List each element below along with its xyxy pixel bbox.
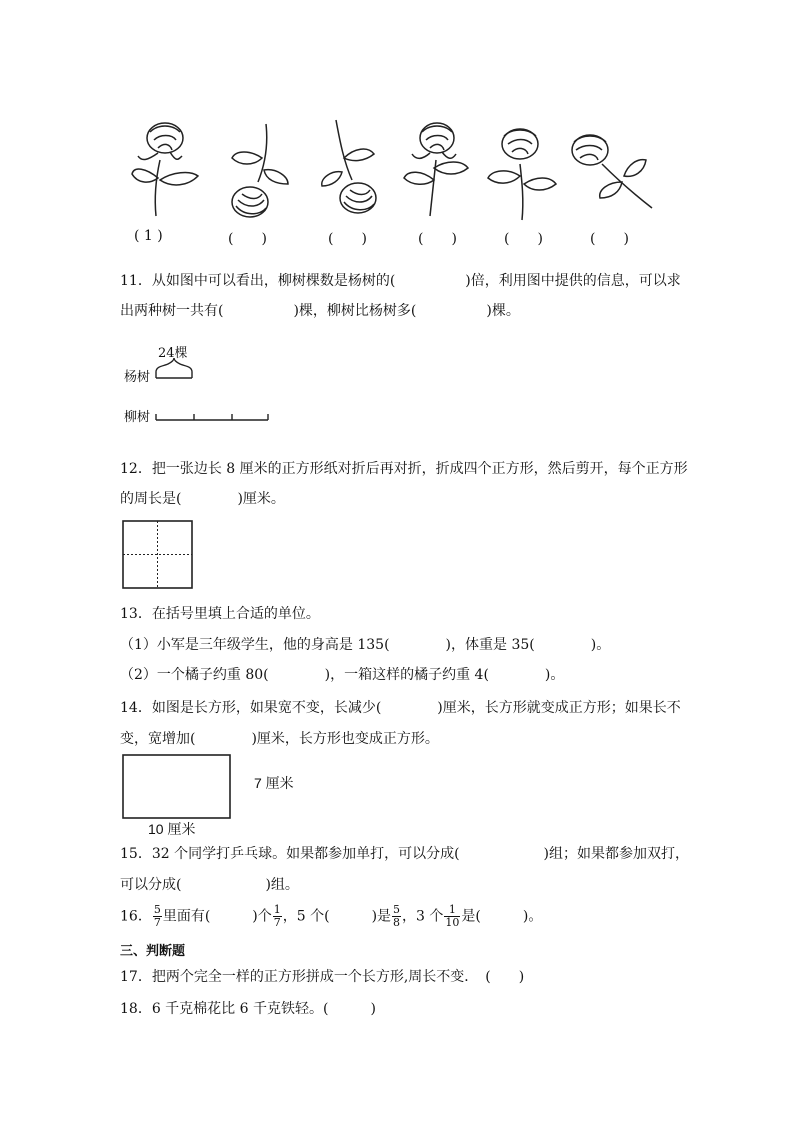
rose-4-icon <box>400 118 480 218</box>
q11-yang-label: 杨树 <box>124 370 151 385</box>
q16-text-2: ，5 个( )是 <box>282 908 392 925</box>
q16-fraction-2: $\frac{1}{7}$ <box>273 903 281 929</box>
q12-line2: 的周长是( )厘米。 <box>120 491 285 507</box>
rose-3-icon <box>312 118 392 218</box>
q16-line <box>120 904 542 929</box>
q11-liu-label: 柳树 <box>124 410 151 425</box>
q11-line2: 出两种树一共有( )棵，柳树比杨树多( )棵。 <box>120 303 520 319</box>
q16-text-3: ，3 个 <box>402 908 444 925</box>
rose-label-5: ( ) <box>504 231 543 247</box>
q12-line1: 12．把一张边长 8 厘米的正方形纸对折后再对折，折成四个正方形，然后剪开，每个正方形 <box>120 461 688 477</box>
q17-line1: 17．把两个完全一样的正方形拼成一个长方形,周长不变． ( ) <box>120 969 525 985</box>
rose-label-1: ( 1 ) <box>134 228 163 244</box>
q14-width-label: 7 厘米 <box>254 775 294 791</box>
q18-line1: 18．6 千克棉花比 6 千克铁轻。( ) <box>120 1001 376 1017</box>
q13-line1: 13．在括号里填上合适的单位。 <box>120 606 320 622</box>
q11-count-label: 24棵 <box>158 346 188 361</box>
q13-line2: （1）小军是三年级学生，他的身高是 135( )，体重是 35( )。 <box>120 637 611 653</box>
rose-label-3: ( ) <box>328 231 367 247</box>
rose-label-6: ( ) <box>590 231 629 247</box>
q12-square-diagram <box>122 520 194 590</box>
q15-line1: 15．32 个同学打乒乓球。如果都参加单打，可以分成( )组；如果都参加双打， <box>120 846 690 862</box>
q16-fraction-1: $\frac{5}{7}$ <box>153 903 161 929</box>
rose-1-icon <box>128 118 208 218</box>
rose-6-icon <box>568 124 658 220</box>
rose-label-2: ( ) <box>228 231 267 247</box>
rose-label-4: ( ) <box>418 231 457 247</box>
q16-fraction-3: $\frac{5}{8}$ <box>393 903 401 929</box>
q16-prefix: 16． <box>120 908 152 925</box>
q15-line2: 可以分成( )组。 <box>120 877 299 893</box>
q13-line3: （2）一个橘子约重 80( )，一箱这样的橘子约重 4( )。 <box>120 667 565 683</box>
q16-fraction-4: $\frac{1}{10}$ <box>445 903 460 929</box>
section-3-heading: 三、判断题 <box>120 944 186 959</box>
rose-2-icon <box>222 122 302 222</box>
q14-rectangle-diagram <box>122 754 232 820</box>
q14-line1: 14．如图是长方形，如果宽不变，长减少( )厘米，长方形就变成正方形；如果长不 <box>120 700 681 716</box>
q11-bar-diagram <box>150 358 280 428</box>
q16-text-4: 是( )。 <box>461 908 543 925</box>
q11-line1: 11．从如图中可以看出，柳树棵数是杨树的( )倍，利用图中提供的信息，可以求 <box>120 273 681 289</box>
rose-5-icon <box>484 122 564 222</box>
q14-line2: 变，宽增加( )厘米，长方形也变成正方形。 <box>120 731 439 747</box>
q14-length-label: 10 厘米 <box>148 821 196 837</box>
q16-text-1: 里面有( )个 <box>162 908 272 925</box>
